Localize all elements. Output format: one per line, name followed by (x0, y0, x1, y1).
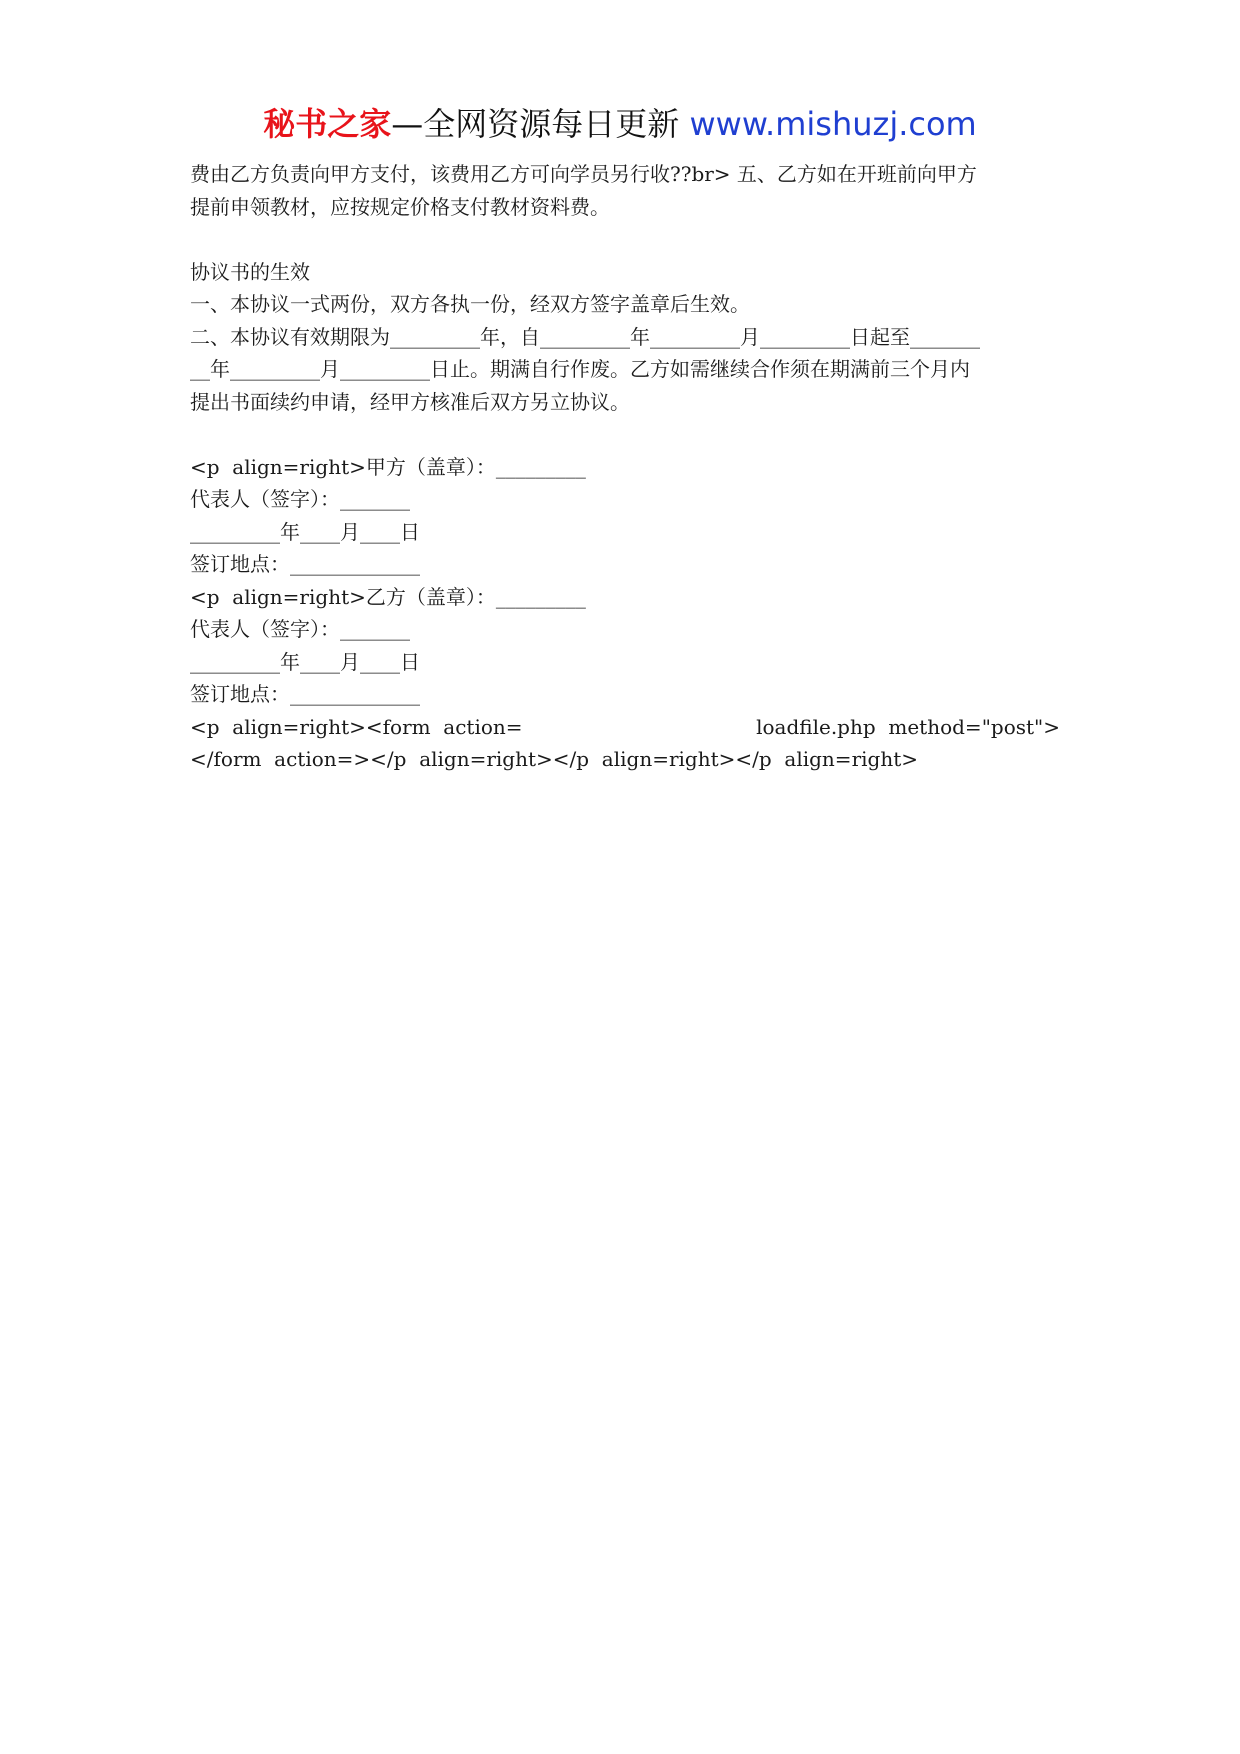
paragraph-line: 费由乙方负责向甲方支付，该费用乙方可向学员另行收??br> 五、乙方如在开班前向甲方 (190, 162, 977, 186)
clause-one: 一、本协议一式两份，双方各执一份，经双方签字盖章后生效。 (190, 292, 750, 316)
clause-two-line: 提出书面续约申请，经甲方核准后双方另立协议。 (190, 389, 630, 414)
trailing-code-right: loadfile.php method="post"> (756, 714, 1060, 739)
paragraph-line: 提前申领教材，应按规定价格支付教材资料费。 (190, 194, 610, 219)
party-b-seal-line: <p align=right>乙方（盖章）：_________ (190, 584, 586, 609)
document-body (190, 158, 1060, 776)
blank-line (190, 223, 1060, 256)
clause-two-line: 二、本协议有效期限为_________年，自_________年_________月_________日起至_______ (190, 324, 980, 349)
party-a-place-line: 签订地点：_____________ (190, 552, 420, 576)
trailing-code-line: </form action=></p align=right></p align=right></p align=right> (190, 747, 918, 771)
party-b-representative-line: 代表人（签字）：_______ (190, 617, 410, 641)
party-b-date-line: _________年____月____日 (190, 649, 420, 674)
trailing-code-left: <p align=right><form action= (190, 714, 523, 739)
page-header (0, 100, 1240, 148)
brand-name: 秘书之家 (263, 105, 392, 143)
blank-line (190, 418, 1060, 451)
party-a-seal-line: <p align=right>甲方（盖章）：_________ (190, 454, 586, 479)
section-title: 协议书的生效 (190, 259, 310, 284)
site-url-link[interactable]: www.mishuzj.com (689, 105, 977, 143)
party-a-representative-line: 代表人（签字）：_______ (190, 487, 410, 511)
trailing-code-line (190, 711, 1060, 744)
clause-two-line: __年_________月_________日止。期满自行作废。乙方如需继续合作须在期满前三个月内 (190, 357, 970, 381)
party-a-date-line: _________年____月____日 (190, 519, 420, 544)
header-slogan: —全网资源每日更新 (391, 105, 680, 143)
party-b-place-line: 签订地点：_____________ (190, 682, 420, 706)
